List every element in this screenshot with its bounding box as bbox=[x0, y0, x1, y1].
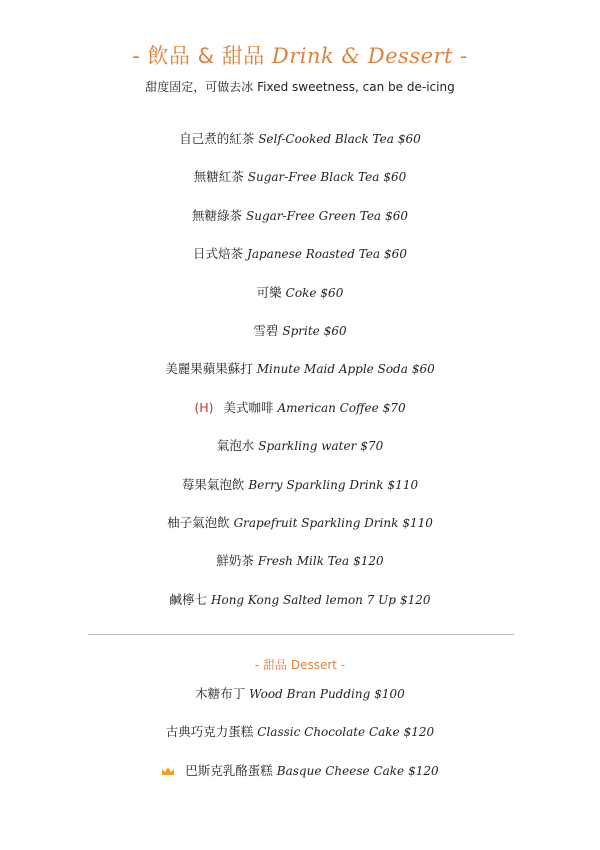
item-name-zh: 氣泡水 bbox=[216, 438, 255, 454]
title-chinese: - 飲品 & 甜品 bbox=[132, 44, 265, 68]
item-price: $60 bbox=[385, 208, 408, 223]
menu-item-american-coffee bbox=[0, 397, 600, 435]
item-name-en: Wood Bran Pudding bbox=[249, 687, 371, 701]
item-name-zh: 日式焙茶 bbox=[193, 246, 244, 262]
menu-item-fresh-milk-tea bbox=[0, 550, 600, 588]
dessert-list bbox=[0, 683, 600, 798]
item-price: $60 bbox=[384, 247, 407, 262]
item-name-en: Berry Sparkling Drink bbox=[248, 477, 384, 492]
item-name-zh: 巴斯克乳酪蛋糕 bbox=[185, 762, 273, 778]
item-price: $120 bbox=[399, 592, 431, 607]
item-name-zh: 無糖紅茶 bbox=[193, 169, 244, 185]
menu-item-sugar-free-green-tea bbox=[0, 205, 600, 243]
menu-item-grapefruit-sparkling-drink bbox=[0, 512, 600, 550]
item-name-zh: 古典巧克力蛋糕 bbox=[165, 724, 254, 740]
item-name-en: Basque Cheese Cake bbox=[276, 763, 405, 778]
dessert-section-title: - 甜品 Dessert - bbox=[254, 658, 346, 672]
item-name-zh: 鮮奶茶 bbox=[216, 553, 254, 569]
item-name-zh: 美麗果蘋果蘇打 bbox=[165, 361, 253, 377]
page-title bbox=[0, 40, 600, 70]
item-price: $110 bbox=[387, 477, 419, 492]
item-price: $120 bbox=[403, 725, 435, 740]
menu-item-basque-cheese-cake bbox=[0, 760, 600, 798]
title-english: Drink & Dessert - bbox=[271, 44, 468, 68]
item-name-en: Japanese Roasted Tea bbox=[247, 247, 381, 262]
item-name-en: Sprite bbox=[282, 323, 320, 338]
sweetness-note: 甜度固定，可做去冰 Fixed sweetness, can be de-icing bbox=[145, 80, 455, 94]
menu-item-sprite bbox=[0, 320, 600, 358]
item-name-zh: 鹹檸七 bbox=[169, 591, 208, 607]
item-name-zh: 可樂 bbox=[256, 284, 282, 300]
item-name-en: Sugar-Free Black Tea bbox=[247, 170, 380, 185]
drink-list bbox=[0, 128, 600, 627]
menu-item-apple-soda bbox=[0, 358, 600, 396]
item-price: $60 bbox=[383, 170, 407, 185]
item-name-en: Grapefruit Sparkling Drink bbox=[233, 515, 399, 530]
item-name-en: Fresh Milk Tea bbox=[257, 554, 350, 569]
item-name-en: Self-Cooked Black Tea bbox=[258, 132, 394, 146]
menu-item-self-cooked-black-tea bbox=[0, 128, 600, 166]
menu-item-salted-lemon-7up bbox=[0, 589, 600, 627]
menu-item-coke bbox=[0, 282, 600, 320]
item-price: $60 bbox=[411, 362, 435, 377]
item-name-en: Minute Maid Apple Soda bbox=[256, 362, 408, 377]
item-price: $70 bbox=[382, 400, 406, 415]
item-name-zh: 柚子氣泡飲 bbox=[167, 514, 230, 530]
item-name-zh: 莓果氣泡飲 bbox=[181, 476, 245, 492]
item-price: $60 bbox=[323, 323, 347, 338]
item-price: $110 bbox=[402, 515, 433, 530]
item-price: $60 bbox=[397, 132, 421, 146]
menu-item-classic-chocolate-cake bbox=[0, 721, 600, 759]
menu-item-wood-bran-pudding bbox=[0, 683, 600, 721]
item-name-zh: 雪碧 bbox=[253, 322, 279, 338]
item-price: $100 bbox=[374, 687, 405, 701]
item-price: $70 bbox=[360, 439, 384, 454]
item-name-en: Coke bbox=[285, 285, 317, 300]
crown-icon bbox=[161, 766, 175, 776]
item-name-en: Sugar-Free Green Tea bbox=[246, 208, 382, 223]
menu-item-berry-sparkling-drink bbox=[0, 474, 600, 512]
item-price: $60 bbox=[320, 285, 344, 300]
item-name-en: Hong Kong Salted lemon 7 Up bbox=[211, 592, 396, 607]
item-name-zh: 木糖布丁 bbox=[195, 686, 246, 701]
item-name-en: Sparkling water bbox=[258, 439, 357, 454]
item-name-en: American Coffee bbox=[277, 400, 379, 415]
menu-item-japanese-roasted-tea bbox=[0, 243, 600, 281]
item-name-zh: 自己煮的紅茶 bbox=[179, 131, 255, 146]
menu-item-sparkling-water bbox=[0, 435, 600, 473]
item-name-zh: 無糖綠茶 bbox=[192, 207, 243, 223]
item-name-en: Classic Chocolate Cake bbox=[257, 725, 400, 740]
section-divider bbox=[88, 634, 514, 635]
hot-tag: (H) bbox=[194, 399, 214, 415]
item-price: $120 bbox=[353, 554, 384, 569]
menu-item-sugar-free-black-tea bbox=[0, 166, 600, 204]
item-name-zh: 美式咖啡 bbox=[223, 399, 274, 415]
item-price: $120 bbox=[408, 763, 439, 778]
